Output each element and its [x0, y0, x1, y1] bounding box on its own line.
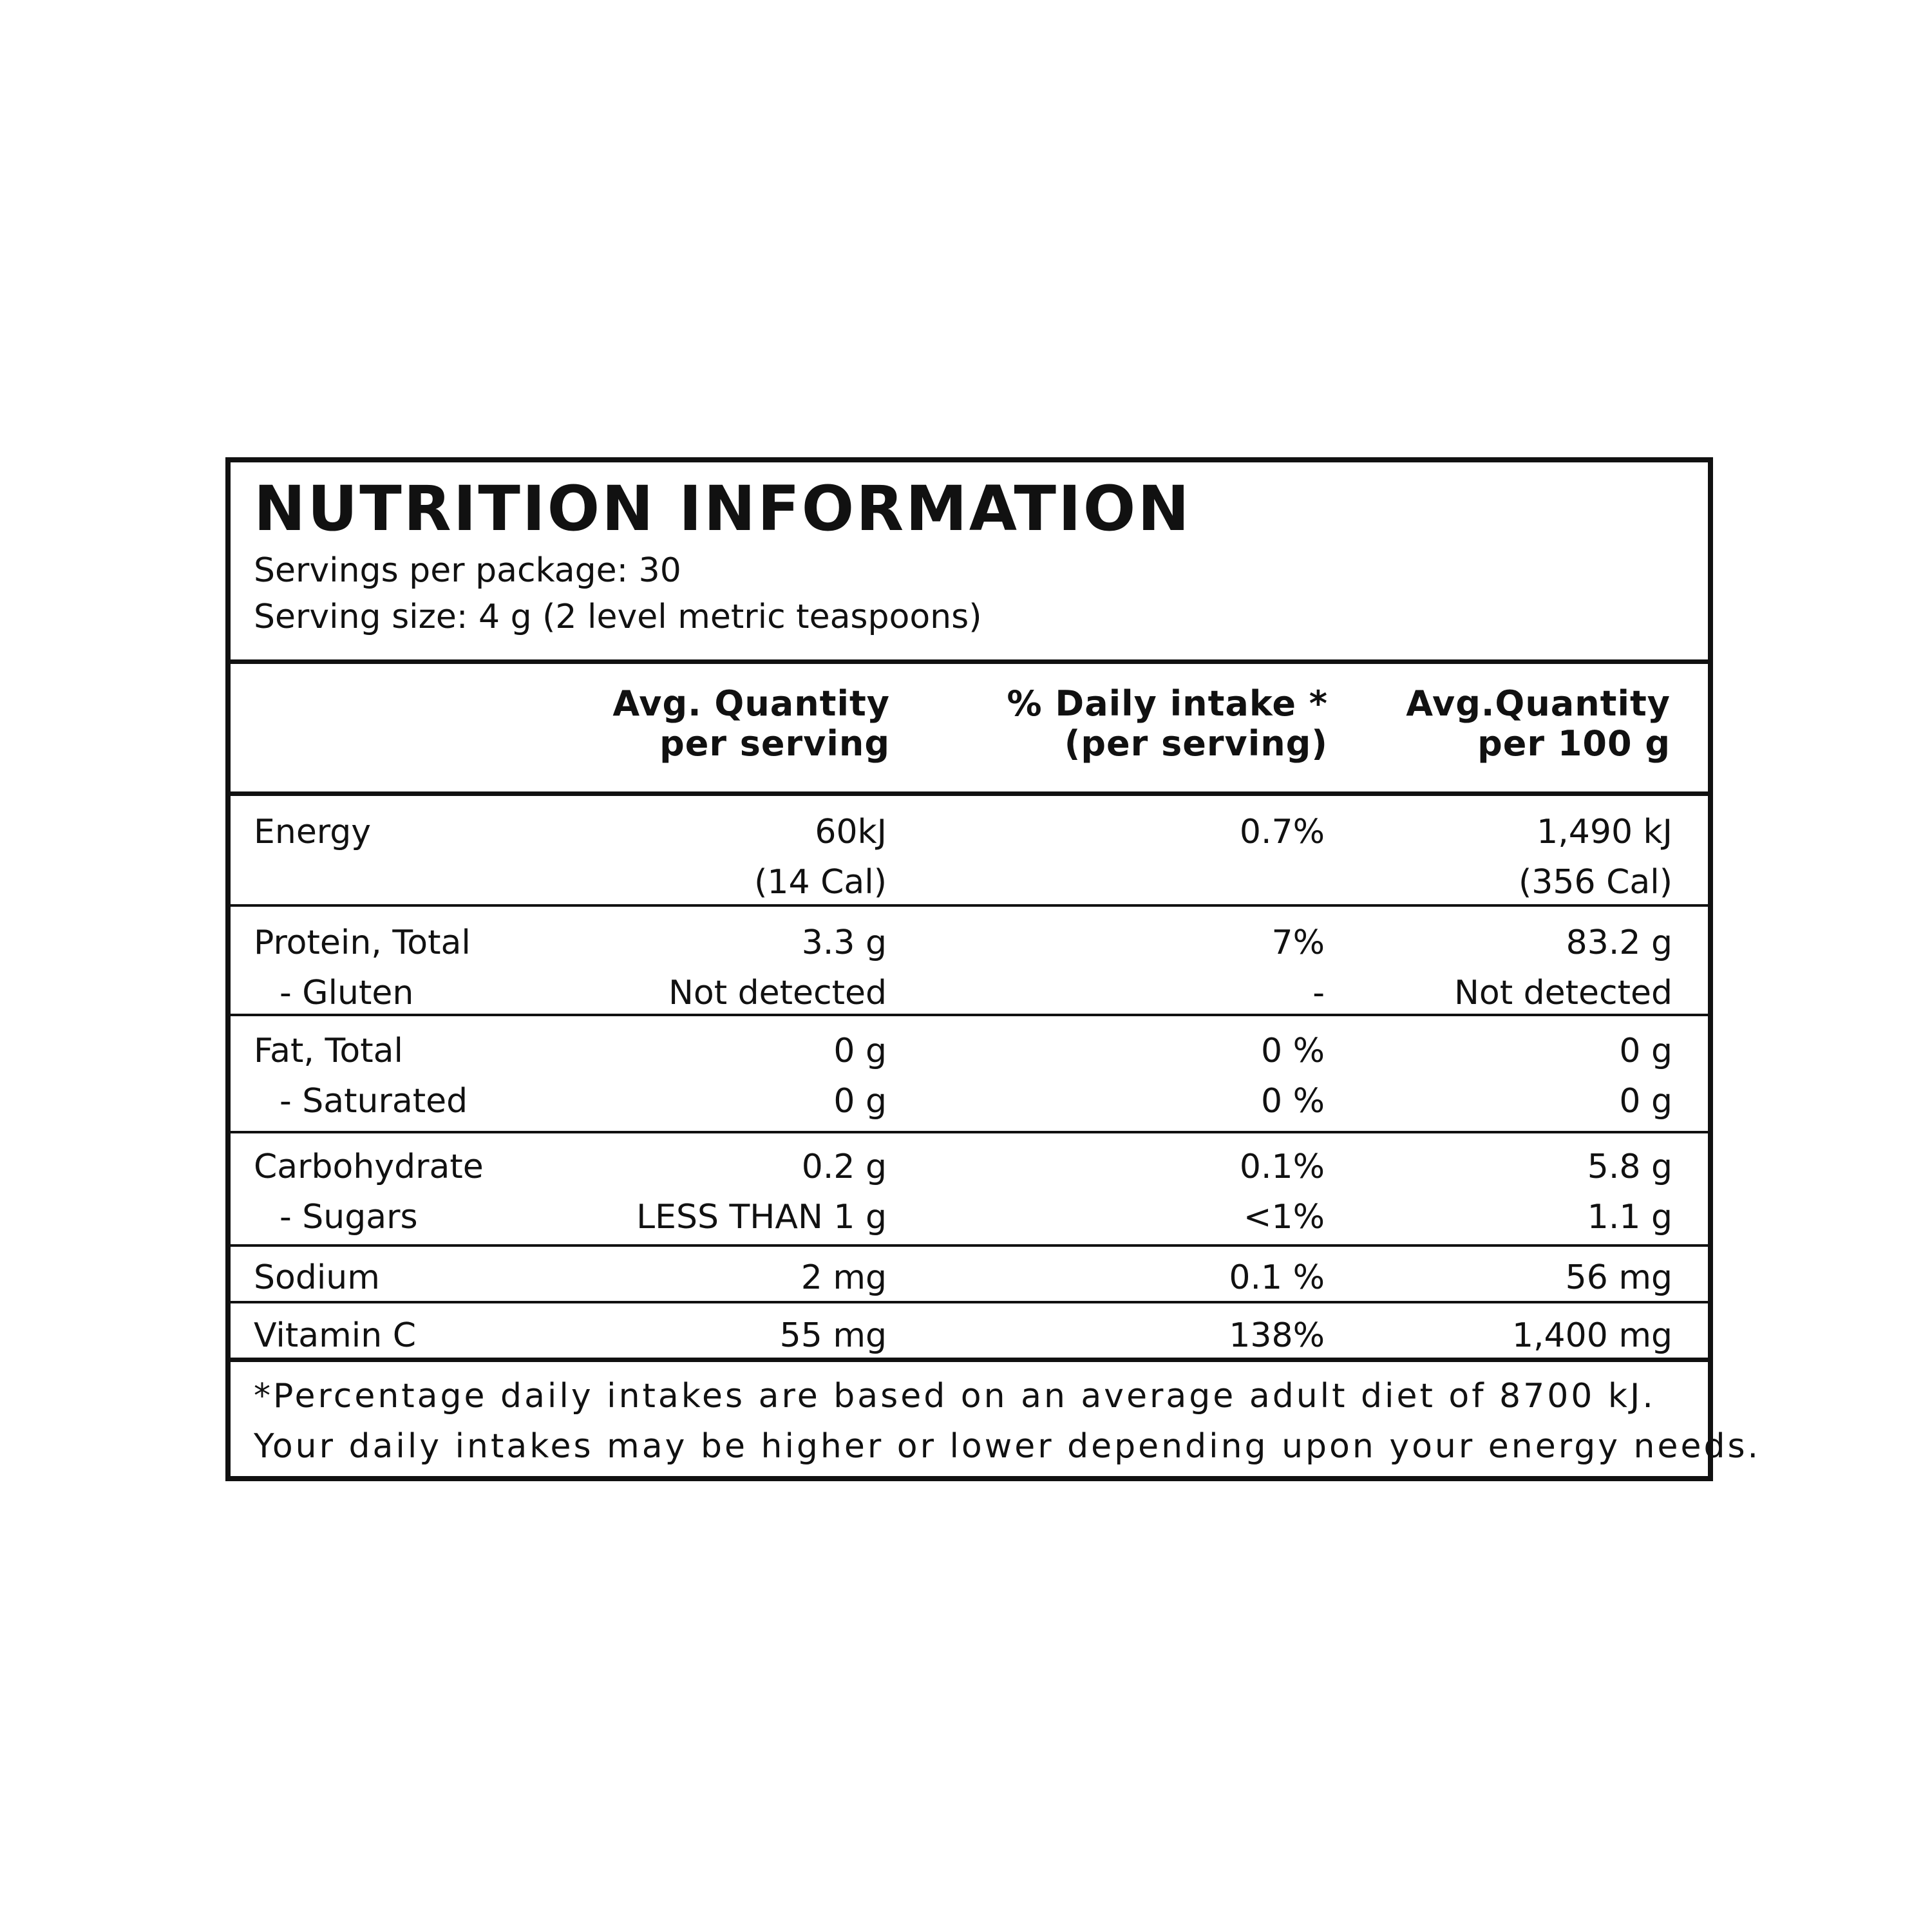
protein-daily-intake: 7% — [1271, 923, 1325, 962]
column-header-line: (per serving) — [1064, 723, 1328, 764]
column-header-line: Avg. Quantity — [612, 683, 890, 724]
column-header-line: Avg.Quantity — [1406, 683, 1671, 724]
row-name-saturated: - Saturated — [279, 1082, 468, 1121]
row-name-gluten: - Gluten — [279, 974, 414, 1012]
fat-per-serving: 0 g — [833, 1032, 887, 1070]
column-header-line: per 100 g — [1477, 723, 1671, 764]
sodium-per-100g: 56 mg — [1565, 1258, 1672, 1297]
saturated-per-serving: 0 g — [833, 1082, 887, 1121]
energy-per-100g-kj: 1,490 kJ — [1537, 813, 1672, 851]
footnote-line-1: *Percentage daily intakes are based on an average adult diet of 8700 kJ. — [254, 1377, 1656, 1416]
energy-daily-intake: 0.7% — [1239, 813, 1325, 851]
row-name-vitamin-c: Vitamin C — [254, 1316, 417, 1355]
column-header-per-serving — [612, 684, 890, 764]
gluten-daily-intake: - — [1312, 974, 1325, 1012]
fat-daily-intake: 0 % — [1260, 1032, 1325, 1070]
sugars-per-serving: LESS THAN 1 g — [636, 1198, 887, 1236]
saturated-daily-intake: 0 % — [1260, 1082, 1325, 1121]
footnote-line-2: Your daily intakes may be higher or lower depending upon your energy needs. — [254, 1427, 1761, 1466]
row-divider — [231, 904, 1708, 907]
saturated-per-100g: 0 g — [1619, 1082, 1672, 1121]
carbohydrate-per-serving: 0.2 g — [801, 1148, 887, 1186]
protein-per-serving: 3.3 g — [801, 923, 887, 962]
energy-per-serving-kj: 60kJ — [815, 813, 887, 851]
fat-per-100g: 0 g — [1619, 1032, 1672, 1070]
sugars-daily-intake: <1% — [1243, 1198, 1325, 1236]
row-name-energy: Energy — [254, 813, 372, 851]
panel-title: NUTRITION INFORMATION — [254, 473, 1191, 545]
column-header-per-100g — [1406, 684, 1671, 764]
energy-per-100g-cal: (356 Cal) — [1519, 863, 1672, 902]
row-name-carbohydrate: Carbohydrate — [254, 1148, 484, 1186]
column-header-divider — [231, 791, 1708, 796]
row-name-sodium: Sodium — [254, 1258, 380, 1297]
sugars-per-100g: 1.1 g — [1587, 1198, 1672, 1236]
row-divider — [231, 1131, 1708, 1133]
protein-per-100g: 83.2 g — [1566, 923, 1672, 962]
sodium-daily-intake: 0.1 % — [1229, 1258, 1325, 1297]
serving-size: Serving size: 4 g (2 level metric teaspoons) — [254, 598, 982, 636]
sodium-per-serving: 2 mg — [800, 1258, 887, 1297]
energy-per-serving-cal: (14 Cal) — [754, 863, 887, 902]
gluten-per-serving: Not detected — [668, 974, 887, 1012]
row-name-fat: Fat, Total — [254, 1032, 403, 1070]
row-divider — [231, 1244, 1708, 1247]
nutrition-panel — [225, 457, 1761, 1481]
column-header-line: % Daily intake * — [1007, 683, 1328, 724]
row-name-sugars: - Sugars — [279, 1198, 418, 1236]
gluten-per-100g: Not detected — [1454, 974, 1672, 1012]
row-divider — [231, 1301, 1708, 1303]
vitamin-c-daily-intake: 138% — [1229, 1316, 1325, 1355]
servings-per-package: Servings per package: 30 — [254, 551, 681, 590]
vitamin-c-per-100g: 1,400 mg — [1511, 1316, 1672, 1355]
footnote-divider — [231, 1358, 1708, 1362]
header-divider — [231, 659, 1708, 664]
carbohydrate-daily-intake: 0.1% — [1239, 1148, 1325, 1186]
carbohydrate-per-100g: 5.8 g — [1587, 1148, 1672, 1186]
row-name-protein: Protein, Total — [254, 923, 471, 962]
column-header-daily-intake — [1007, 684, 1328, 764]
vitamin-c-per-serving: 55 mg — [779, 1316, 887, 1355]
row-divider — [231, 1014, 1708, 1016]
column-header-line: per serving — [659, 723, 890, 764]
